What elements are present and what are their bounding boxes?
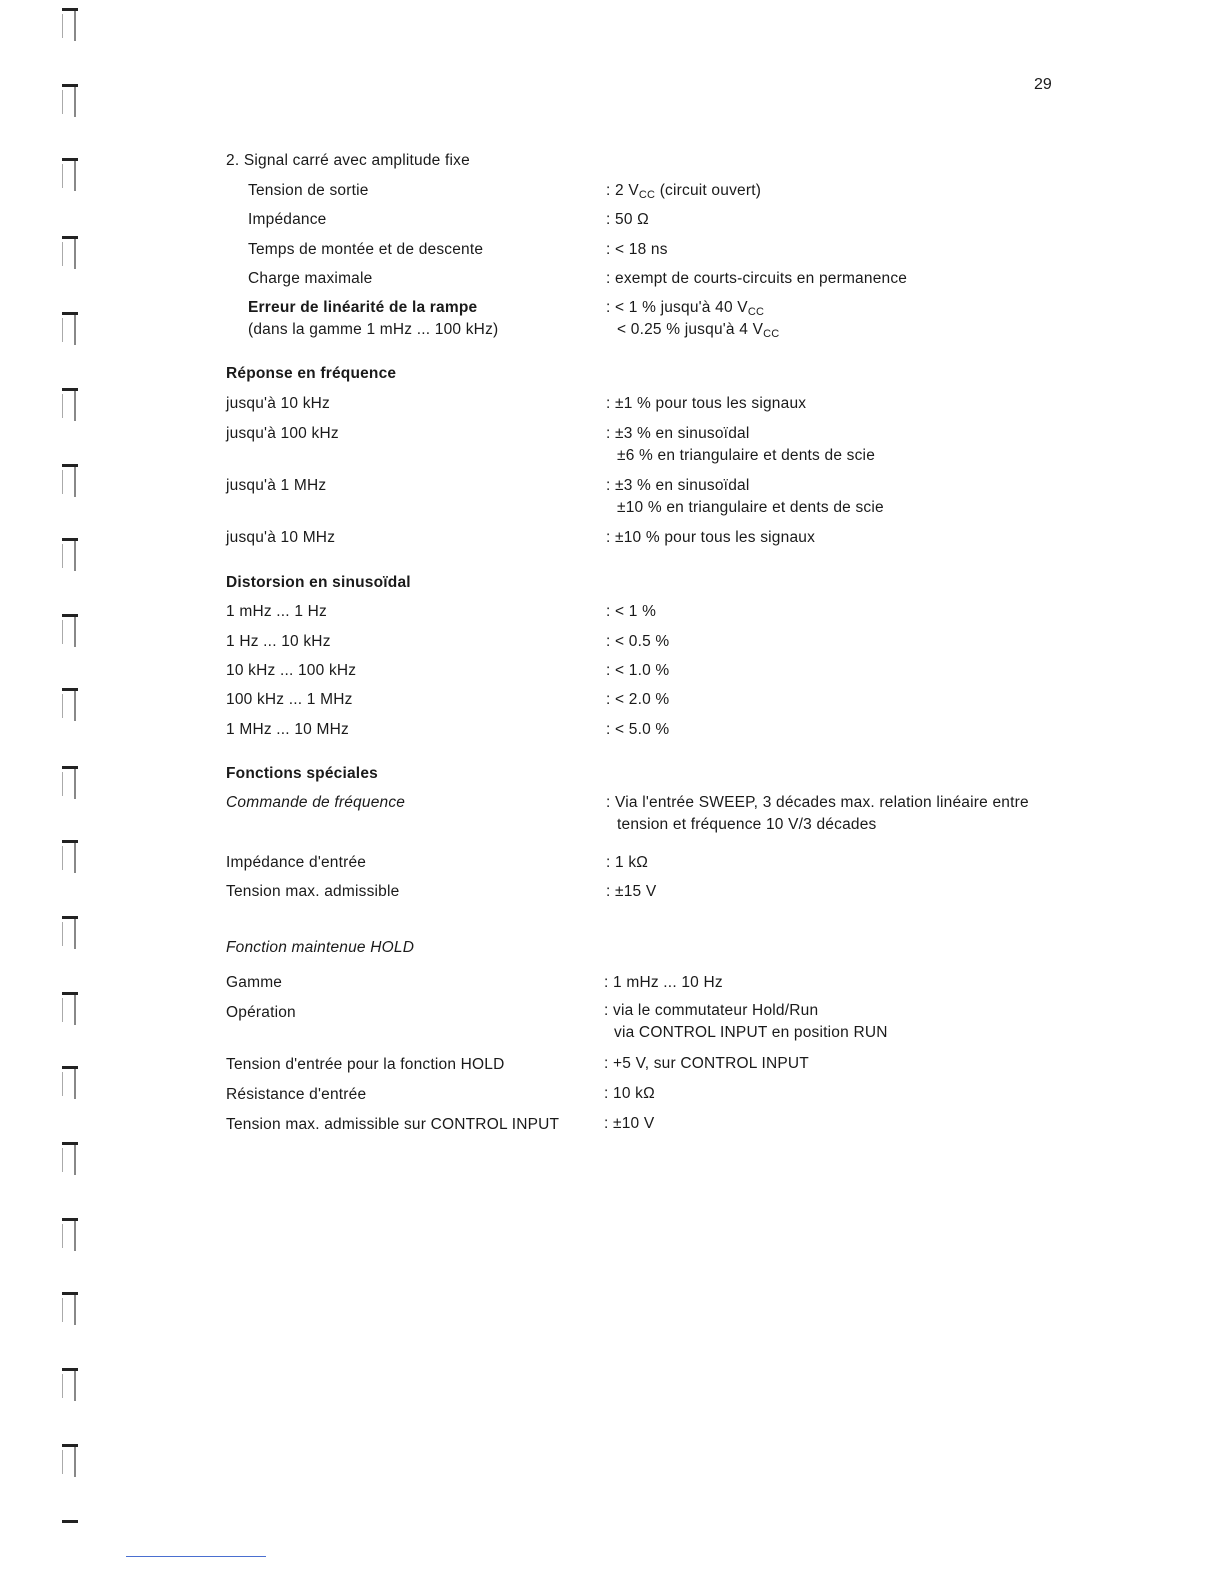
binder-ring	[58, 992, 80, 1032]
spec-value-reponse-100khz-1: : ±3 % en sinusoïdal	[606, 425, 750, 442]
binder-ring	[58, 1066, 80, 1106]
spec-label-reponse-10mhz: jusqu'à 10 MHz	[226, 529, 336, 546]
spec-value-tension-sortie: : 2 $V_{CC}$ (circuit ouvert)	[606, 182, 762, 201]
binder-ring	[58, 1520, 80, 1560]
binder-ring	[58, 84, 80, 124]
binder-ring	[58, 614, 80, 654]
spec-value-resistance-entree: : 10 kΩ	[604, 1085, 655, 1102]
spec-value-impedance: : 50 Ω	[606, 211, 649, 228]
spec-label-tension-sortie: Tension de sortie	[248, 182, 369, 199]
spec-value-reponse-1mhz-1: : ±3 % en sinusoïdal	[606, 477, 750, 494]
binder-ring	[58, 1444, 80, 1484]
binder-ring	[58, 312, 80, 352]
spec-value-distorsion-4: : < 2.0 %	[606, 691, 670, 708]
spec-label-impedance: Impédance	[248, 211, 327, 228]
spec-value-reponse-1mhz-2: ±10 % en triangulaire et dents de scie	[617, 499, 884, 516]
spec-label-distorsion-4: 100 kHz ... 1 MHz	[226, 691, 353, 708]
page-number: 29	[1034, 76, 1052, 93]
spec-label-resistance-entree: Résistance d'entrée	[226, 1086, 367, 1103]
spec-value-charge-maximale: : exempt de courts-circuits en permanence	[606, 270, 908, 287]
spec-label-reponse-1mhz: jusqu'à 1 MHz	[226, 477, 327, 494]
binder-ring	[58, 1142, 80, 1182]
spec-value-gamme: : 1 mHz ... 10 Hz	[604, 974, 723, 991]
spec-label-operation: Opération	[226, 1004, 296, 1021]
binder-ring	[58, 688, 80, 728]
binder-ring	[58, 538, 80, 578]
binder-ring	[58, 1368, 80, 1408]
section-heading-fonctions: Fonctions spéciales	[226, 765, 378, 782]
spec-value-temps-montee: : < 18 ns	[606, 241, 668, 258]
binder-ring	[58, 8, 80, 48]
spec-label-charge-maximale: Charge maximale	[248, 270, 373, 287]
spec-value-reponse-10mhz: : ±10 % pour tous les signaux	[606, 529, 816, 546]
section-heading-reponse: Réponse en fréquence	[226, 365, 397, 382]
spec-label-tension-hold: Tension d'entrée pour la fonction HOLD	[226, 1056, 505, 1073]
spec-label-distorsion-1: 1 mHz ... 1 Hz	[226, 603, 327, 620]
spec-label-reponse-100khz: jusqu'à 100 kHz	[226, 425, 339, 442]
spec-value-commande-2: tension et fréquence 10 V/3 décades	[617, 816, 877, 833]
spec-label-distorsion-3: 10 kHz ... 100 kHz	[226, 662, 357, 679]
spec-value-tension-max: : ±15 V	[606, 883, 657, 900]
spec-label-impedance-entree: Impédance d'entrée	[226, 854, 367, 871]
footnote-divider	[126, 1556, 266, 1557]
binder-ring	[58, 1292, 80, 1332]
spec-value-operation-2: via CONTROL INPUT en position RUN	[614, 1024, 888, 1041]
spec-value-distorsion-2: : < 0.5 %	[606, 633, 670, 650]
binder-ring	[58, 1218, 80, 1258]
section-title-signal	[226, 150, 470, 172]
spec-value-distorsion-3: : < 1.0 %	[606, 662, 670, 679]
spec-value-commande-1: : Via l'entrée SWEEP, 3 décades max. relation linéaire entre	[606, 794, 1029, 811]
spec-label-distorsion-2: 1 Hz ... 10 kHz	[226, 633, 331, 650]
spec-label-gamme: Gamme	[226, 974, 283, 991]
binder-ring	[58, 158, 80, 198]
binder-ring	[58, 464, 80, 504]
spec-label-erreur-linearite: Erreur de linéarité de la rampe	[248, 299, 478, 316]
spec-value-tension-hold: : +5 V, sur CONTROL INPUT	[604, 1055, 809, 1072]
spec-label-commande-frequence: Commande de fréquence	[226, 794, 406, 811]
spec-label-tension-control-input: Tension max. admissible sur CONTROL INPUT	[226, 1116, 560, 1133]
spec-label-reponse-10khz: jusqu'à 10 kHz	[226, 395, 330, 412]
spec-value-erreur-linearite-1: : < 1 % jusqu'à 40 $V_{CC}$	[606, 299, 765, 318]
spec-label-tension-max: Tension max. admissible	[226, 883, 400, 900]
binder-ring	[58, 766, 80, 806]
spec-value-impedance-entree: : 1 kΩ	[606, 854, 649, 871]
spec-value-reponse-100khz-2: ±6 % en triangulaire et dents de scie	[617, 447, 876, 464]
spec-label-temps-montee: Temps de montée et de descente	[248, 241, 484, 258]
section-title-text: 2. Signal carré avec amplitude fixe	[226, 152, 470, 169]
spec-label-distorsion-5: 1 MHz ... 10 MHz	[226, 721, 349, 738]
spec-value-operation-1: : via le commutateur Hold/Run	[604, 1002, 819, 1019]
spec-value-erreur-linearite-2: < 0.25 % jusqu'à 4 $V_{CC}$	[617, 321, 780, 340]
spec-label-erreur-gamme: (dans la gamme 1 mHz ... 100 kHz)	[248, 321, 499, 338]
binder-ring	[58, 236, 80, 276]
section-heading-hold: Fonction maintenue HOLD	[226, 939, 415, 956]
spec-value-distorsion-1: : < 1 %	[606, 603, 657, 620]
spec-value-reponse-10khz: : ±1 % pour tous les signaux	[606, 395, 807, 412]
binder-ring	[58, 916, 80, 956]
section-heading-distorsion: Distorsion en sinusoïdal	[226, 574, 411, 591]
spec-value-tension-control-input: : ±10 V	[604, 1115, 655, 1132]
spec-value-distorsion-5: : < 5.0 %	[606, 721, 670, 738]
binder-ring	[58, 388, 80, 428]
binder-ring	[58, 840, 80, 880]
